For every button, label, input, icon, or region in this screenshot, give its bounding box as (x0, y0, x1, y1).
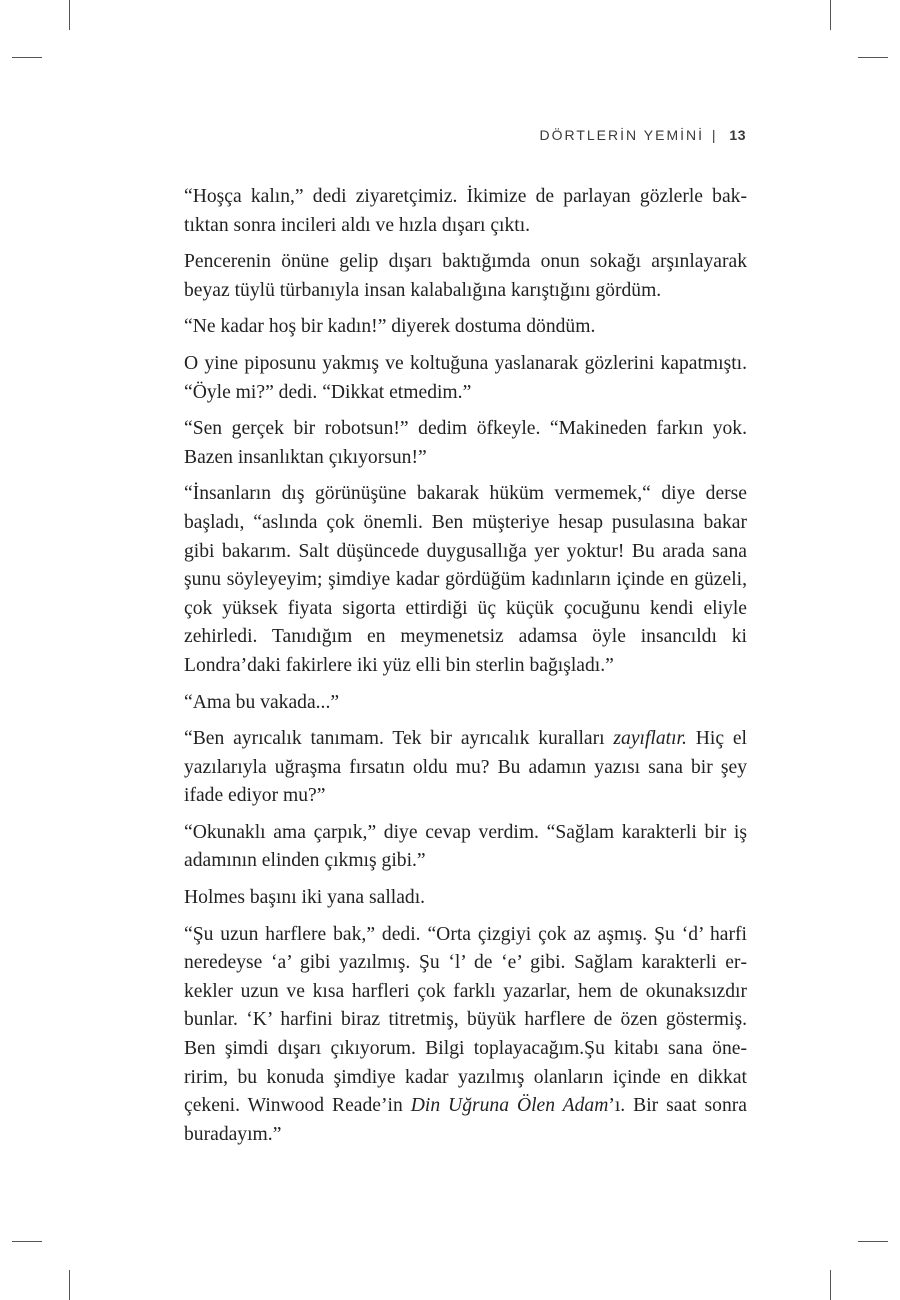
paragraph: O yine piposunu yakmış ve koltuğuna yaslanarak gözlerini kapatmıştı. “Öyle mi?” dedi. “Dikkat etmedim.” (184, 352, 747, 403)
paragraph-text: “Ben ayrıcalık tanımam. Tek bir ayrıcalık kuralları (184, 728, 614, 750)
crop-mark-right-top (858, 57, 888, 58)
paragraph: “Ne kadar hoş bir kadın!” diyerek dostuma döndüm. (184, 316, 596, 338)
paragraph-text: ’ı. Bir saat sonra buradayım.” (184, 1095, 747, 1145)
header-separator: | (711, 127, 718, 143)
book-title: Din Uğruna Ölen Adam (410, 1095, 609, 1117)
paragraph: “İnsanların dış görünüşüne bakarak hüküm vermemek,“ diye derse başladı, “aslında çok önemli. Ben müşteriye hesap pusulasına bakar gibi bakarım. Salt düşüncede duygusallığa yer yoktur! Bu arada sana şunu söyleyeyim; şimdiye kadar gördüğüm kadınların içinde en güzeli, çok yüksek fiyata sigorta ettirdiği üç küçük çocuğunu kendi eliyle zehirledi. Tanıdığım en meymenetsiz adamsa öyle insancıldı ki Londra’daki fakirlere iki yüz elli bin sterlin bağışladı.” (184, 483, 747, 676)
paragraph-text: “Şu uzun harflere bak,” dedi. “Orta çizgiyi çok az aşmış. Şu ‘d’ harfi neredeyse ‘a’ gibi yazılmış. Şu ‘l’ de ‘e’ gibi. Sağlam karakterli erkekler uzun ve kısa harfleri çok farklı yazarlar, hem de okunaksızdır bunlar. ‘K’ harfini biraz titretmiş, büyük harflere de özen göstermiş. Ben şimdi dışarı çıkıyorum. Bilgi toplayacağım.Şu kitabı sana öneririm, bu konuda şimdiye kadar yazılmış olanların içinde en dikkat çekeni. Winwood Reade’in (184, 923, 747, 1117)
page-number: 13 (729, 127, 746, 143)
paragraph: “Ama bu vakada...” (184, 691, 340, 713)
paragraph (184, 921, 747, 1150)
crop-mark-left-bottom (12, 1241, 42, 1242)
crop-mark-top-left (69, 0, 70, 30)
paragraph: Pencerenin önüne gelip dışarı baktığımda onun sokağı arşınlayarak beyaz tüylü türbanıyla insan kalabalığına karıştığını gördüm. (184, 251, 747, 301)
crop-mark-bottom-left (69, 1270, 70, 1300)
crop-mark-left-top (12, 57, 42, 58)
paragraph: Holmes başını iki yana salladı. (184, 887, 426, 909)
crop-mark-bottom-right (830, 1270, 831, 1300)
paragraph: “Sen gerçek bir robotsun!” dedim öfkeyle. “Makineden farkın yok. Bazen insanlıktan çıkıyorsun!” (184, 418, 747, 468)
page-body (184, 183, 747, 1157)
paragraph: “Hoşça kalın,” dedi ziyaretçimiz. İkimize de parlayan gözlerle baktıktan sonra incileri aldı ve hızla dışarı çıktı. (184, 186, 747, 236)
paragraph: “Okunaklı ama çarpık,” diye cevap verdim. “Sağlam karakterli bir iş adamının elinden çıkmış gibi.” (184, 821, 747, 872)
crop-mark-top-right (830, 0, 831, 30)
running-title: DÖRTLERİN YEMİNİ (539, 127, 704, 143)
running-head (539, 127, 746, 143)
paragraph (184, 725, 747, 811)
crop-mark-right-bottom (858, 1241, 888, 1242)
emphasis-text: zayıflatır. (613, 728, 687, 750)
paragraph-text: Hiç el yazılarıyla uğraşma fırsatın oldu mu? Bu adamın yazısı sana bir şey ifade ediyor mu?” (184, 728, 747, 807)
